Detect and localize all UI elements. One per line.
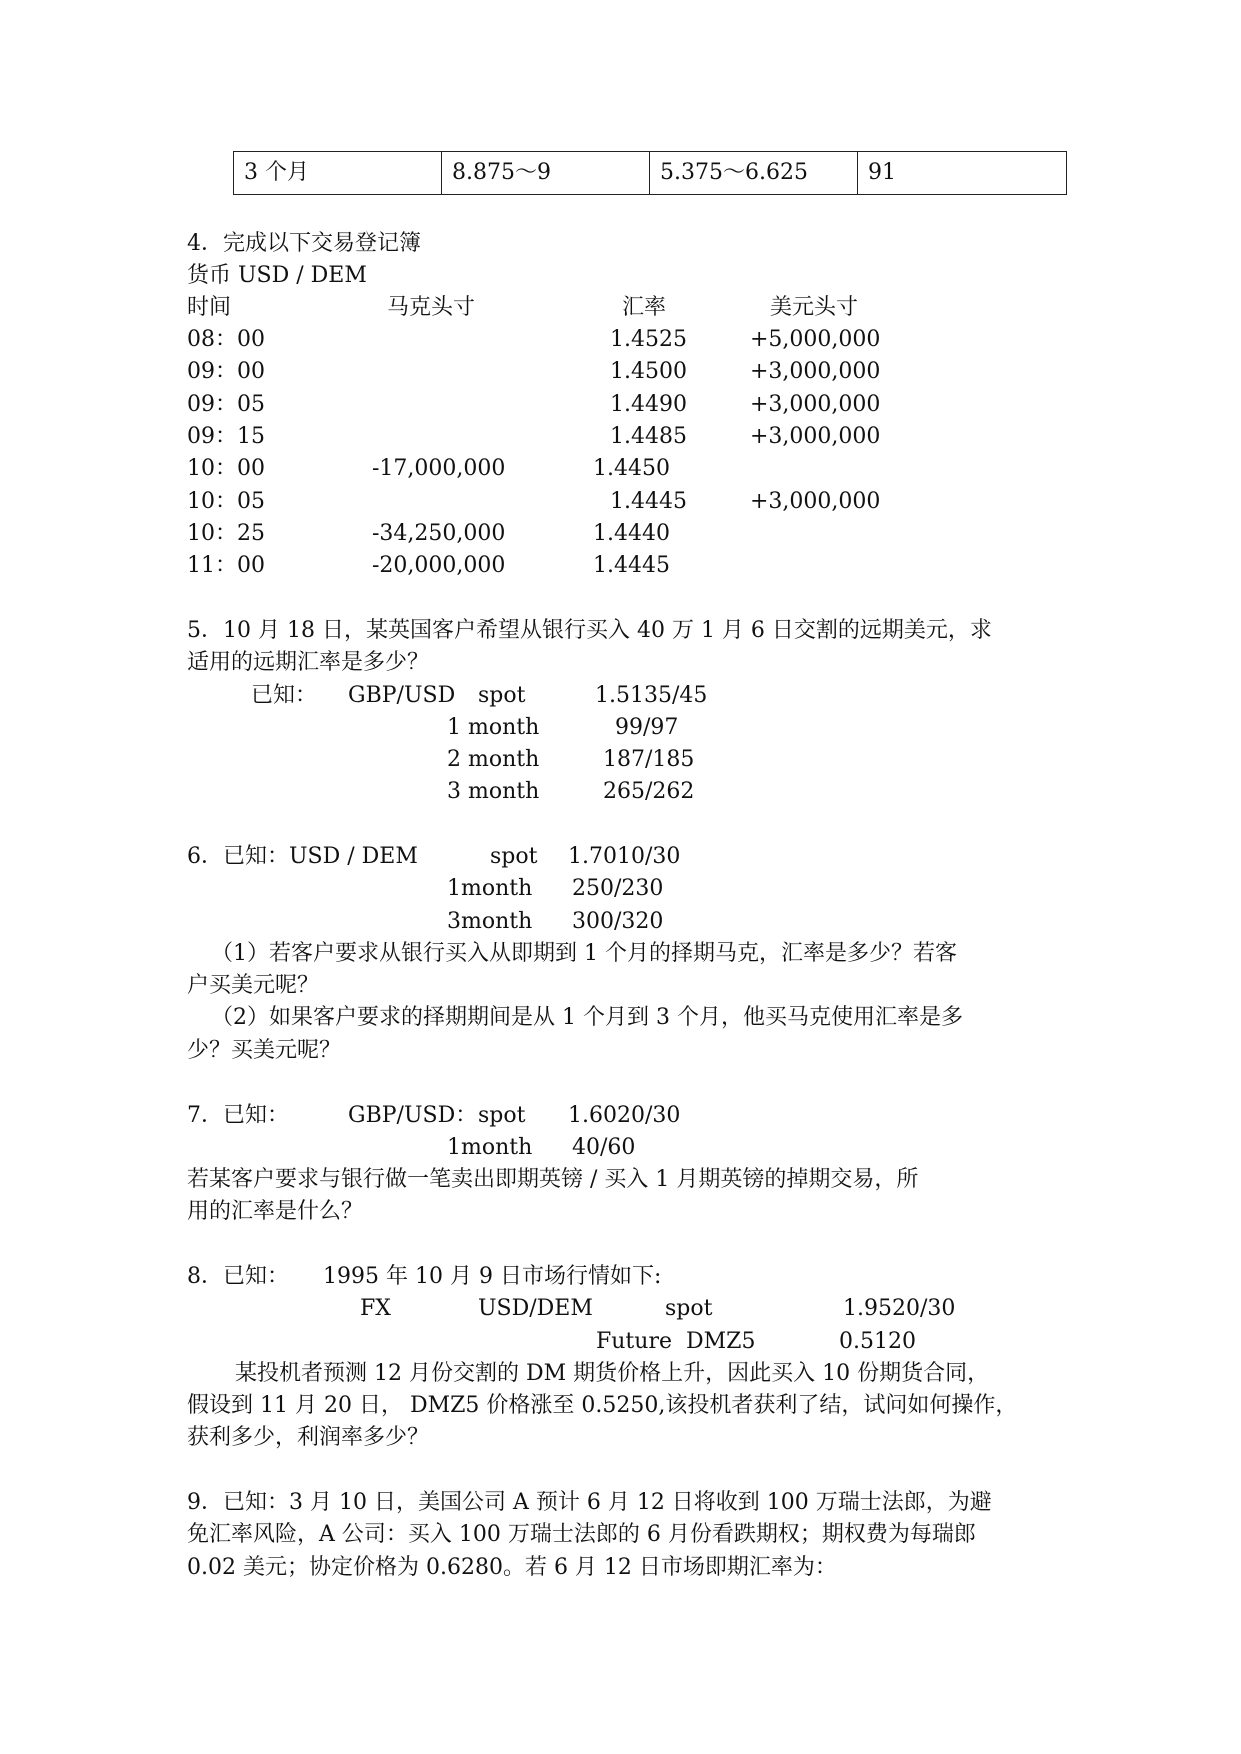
q6-part2-line1: （2）如果客户要求的择期期间是从 1 个月到 3 个月，他买马克使用汇率是多: [211, 1005, 963, 1030]
ledger-usd: +3,000,000: [750, 424, 881, 449]
q6-part1-line1: （1）若客户要求从银行买入从即期到 1 个月的择期马克，汇率是多少？若客: [211, 941, 957, 966]
q7-head: 7．已知：: [187, 1103, 289, 1128]
q8-head: 8．已知：: [187, 1264, 289, 1289]
ledger-time: 09：00: [187, 359, 265, 384]
ledger-rate: 1.4445: [610, 489, 687, 514]
q8-line3: 获利多少，利润率多少？: [187, 1425, 430, 1450]
ledger-rate: 1.4490: [610, 392, 687, 417]
ledger-rate: 1.4485: [610, 424, 687, 449]
q8-date: 1995 年 10 月 9 日市场行情如下:: [323, 1264, 662, 1289]
ledger-rate: 1.4440: [593, 521, 670, 546]
q7-pair: GBP/USD：: [348, 1103, 478, 1128]
table-cell-rate-b: 5.375～6.625: [650, 152, 858, 195]
q4-header-rate: 汇率: [622, 295, 667, 320]
q7-value: 40/60: [572, 1135, 636, 1160]
ledger-rate: 1.4445: [593, 553, 670, 578]
ledger-time: 10：05: [187, 489, 265, 514]
q5-value: 265/262: [603, 779, 695, 804]
q5-term-spot: spot: [478, 683, 526, 708]
q8-pair: USD/DEM: [478, 1296, 593, 1321]
q5-value: 99/97: [615, 715, 679, 740]
q6-value: 250/230: [572, 876, 664, 901]
q8-future-code: DMZ5: [686, 1329, 756, 1354]
q4-currency: 货币 USD / DEM: [187, 263, 367, 288]
q8-future-value: 0.5120: [839, 1329, 916, 1354]
ledger-rate: 1.4525: [610, 327, 687, 352]
q7-value-spot: 1.6020/30: [568, 1103, 681, 1128]
q4-header-time: 时间: [187, 295, 232, 320]
q7-term: 1month: [447, 1135, 533, 1160]
q8-line1: 某投机者预测 12 月份交割的 DM 期货价格上升，因此买入 10 份期货合同，: [235, 1361, 990, 1386]
ledger-usd: +5,000,000: [750, 327, 881, 352]
q8-spot-value: 1.9520/30: [843, 1296, 956, 1321]
q5-known: 已知：: [251, 683, 318, 708]
q7-line1: 若某客户要求与银行做一笔卖出即期英镑 / 买入 1 月期英镑的掉期交易，所: [187, 1167, 919, 1192]
ledger-usd: +3,000,000: [750, 392, 881, 417]
q6-part2-line2: 少？买美元呢？: [187, 1038, 342, 1063]
ledger-time: 10：25: [187, 521, 265, 546]
q6-head: 6．已知：USD / DEM: [187, 844, 418, 869]
table-row: [234, 152, 1067, 195]
q5-value-spot: 1.5135/45: [595, 683, 708, 708]
q6-value: 300/320: [572, 909, 664, 934]
q5-line1: 5．10 月 18 日，某英国客户希望从银行买入 40 万 1 月 6 日交割的远期美元，求: [187, 618, 992, 643]
ledger-usd: +3,000,000: [750, 489, 881, 514]
q8-fx: FX: [360, 1296, 391, 1321]
q5-line2: 适用的远期汇率是多少？: [187, 650, 430, 675]
q7-term-spot: spot: [478, 1103, 526, 1128]
q5-term: 2 month: [447, 747, 540, 772]
q9-line2: 免汇率风险，A 公司：买入 100 万瑞士法郎的 6 月份看跌期权；期权费为每瑞郎: [187, 1522, 976, 1547]
q6-term: 3month: [447, 909, 533, 934]
ledger-rate: 1.4500: [610, 359, 687, 384]
q5-pair: GBP/USD: [348, 683, 456, 708]
table-cell-term: 3 个月: [234, 152, 442, 195]
q8-spot-label: spot: [665, 1296, 713, 1321]
q6-part1-line2: 户买美元呢？: [187, 973, 320, 998]
q6-term-spot: spot: [490, 844, 538, 869]
q4-title: 4．完成以下交易登记簿: [187, 231, 421, 256]
q5-value: 187/185: [603, 747, 695, 772]
q4-header-dem: 马克头寸: [387, 295, 476, 320]
table-cell-days: 91: [858, 152, 1067, 195]
q8-future-label: Future: [596, 1329, 672, 1354]
q7-line2: 用的汇率是什么？: [187, 1199, 364, 1224]
q6-term: 1month: [447, 876, 533, 901]
q4-header-usd: 美元头寸: [770, 295, 859, 320]
rate-table: [233, 151, 1067, 195]
q9-line3: 0.02 美元；协定价格为 0.6280。若 6 月 12 日市场即期汇率为：: [187, 1555, 837, 1580]
table-cell-rate-a: 8.875～9: [442, 152, 650, 195]
ledger-time: 11：00: [187, 553, 265, 578]
ledger-time: 10：00: [187, 456, 265, 481]
ledger-rate: 1.4450: [593, 456, 670, 481]
ledger-time: 08：00: [187, 327, 265, 352]
q6-value-spot: 1.7010/30: [568, 844, 681, 869]
ledger-dem: -34,250,000: [372, 521, 506, 546]
ledger-time: 09：15: [187, 424, 265, 449]
ledger-dem: -17,000,000: [372, 456, 506, 481]
ledger-dem: -20,000,000: [372, 553, 506, 578]
ledger-usd: +3,000,000: [750, 359, 881, 384]
q8-line2: 假设到 11 月 20 日， DMZ5 价格涨至 0.5250,该投机者获利了结，试问如何操作，: [187, 1393, 1018, 1418]
q9-line1: 9．已知：3 月 10 日，美国公司 A 预计 6 月 12 日将收到 100 万瑞士法郎，为避: [187, 1490, 992, 1515]
ledger-time: 09：05: [187, 392, 265, 417]
q5-term: 3 month: [447, 779, 540, 804]
q5-term: 1 month: [447, 715, 540, 740]
